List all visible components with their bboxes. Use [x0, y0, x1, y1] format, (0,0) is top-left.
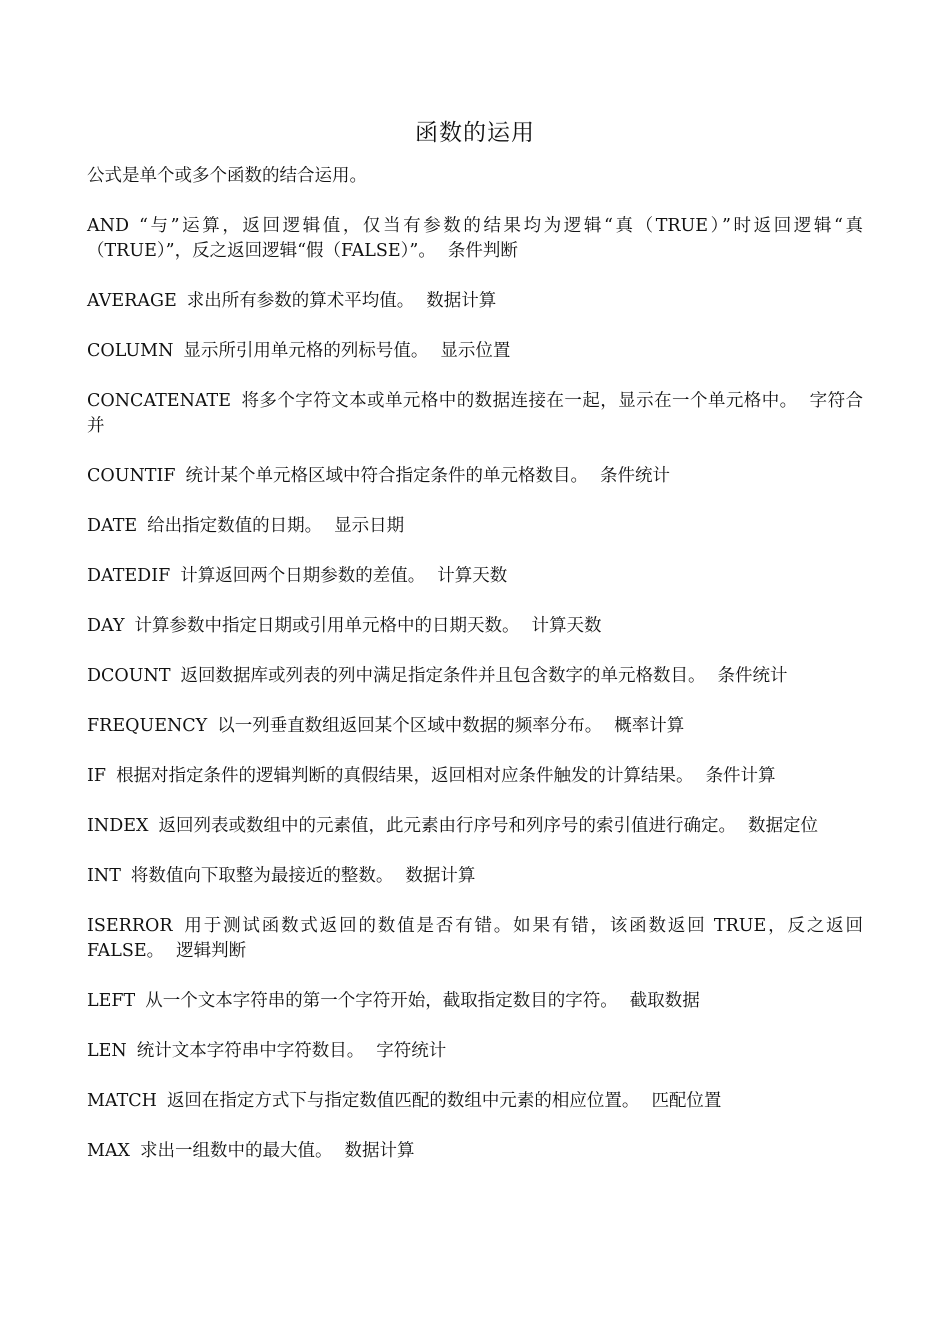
function-name: DAY — [87, 616, 125, 636]
function-name: CONCATENATE — [87, 391, 232, 411]
function-category: 数据计算 — [344, 1141, 415, 1161]
function-description: 计算返回两个日期参数的差值。 — [180, 566, 426, 586]
function-name: DCOUNT — [87, 666, 171, 686]
function-category: 条件计算 — [705, 766, 776, 786]
function-description: 统计某个单元格区域中符合指定条件的单元格数目。 — [185, 466, 589, 486]
function-description: 返回在指定方式下与指定数值匹配的数组中元素的相应位置。 — [166, 1091, 640, 1111]
function-name: MAX — [87, 1141, 131, 1161]
function-description: 用于测试函数式返回的数值是否有错。如果有错，该函数返回 TRUE，反之返回FALSE。 — [87, 916, 863, 961]
function-category: 数据计算 — [405, 866, 476, 886]
function-entry-if — [87, 764, 863, 789]
function-entry-len — [87, 1039, 863, 1064]
function-category: 匹配位置 — [651, 1091, 722, 1111]
function-description: 将多个字符文本或单元格中的数据连接在一起，显示在一个单元格中。 — [241, 391, 798, 411]
function-entry-countif — [87, 464, 863, 489]
function-entry-average — [87, 289, 863, 314]
function-category: 数据计算 — [426, 291, 497, 311]
function-entry-column — [87, 339, 863, 364]
function-description: 返回列表或数组中的元素值，此元素由行序号和列序号的索引值进行确定。 — [158, 816, 736, 836]
function-category: 显示日期 — [334, 516, 405, 536]
function-category: 条件统计 — [717, 666, 788, 686]
page-title: 函数的运用 — [415, 120, 535, 146]
function-category: 字符统计 — [376, 1041, 447, 1061]
function-entry-concatenate — [87, 389, 863, 439]
function-category: 概率计算 — [614, 716, 685, 736]
function-entry-frequency — [87, 714, 863, 739]
function-description: 求出一组数中的最大值。 — [140, 1141, 333, 1161]
function-entry-iserror — [87, 914, 863, 964]
function-name: FREQUENCY — [87, 716, 208, 736]
function-entry-match — [87, 1089, 863, 1114]
function-name: AND — [87, 216, 129, 236]
function-name: INDEX — [87, 816, 149, 836]
function-description: 求出所有参数的算术平均值。 — [186, 291, 415, 311]
intro-paragraph: 公式是单个或多个函数的结合运用。 — [87, 166, 367, 186]
function-entry-datedif — [87, 564, 863, 589]
function-description: “与”运算，返回逻辑值，仅当有参数的结果均为逻辑“真（TRUE）”时返回逻辑“真（TRUE）”，反之返回逻辑“假（FALSE）”。 — [87, 216, 863, 261]
function-category: 字符合并 — [87, 391, 864, 436]
function-name: IF — [87, 766, 107, 786]
function-entry-left — [87, 989, 863, 1014]
function-category: 计算天数 — [531, 616, 602, 636]
function-entry-int — [87, 864, 863, 889]
function-entry-index — [87, 814, 863, 839]
function-description: 给出指定数值的日期。 — [147, 516, 323, 536]
function-name: AVERAGE — [87, 291, 177, 311]
function-category: 计算天数 — [437, 566, 508, 586]
function-name: COLUMN — [87, 341, 174, 361]
function-description: 以一列垂直数组返回某个区域中数据的频率分布。 — [217, 716, 603, 736]
function-entry-and — [87, 214, 863, 264]
function-name: COUNTIF — [87, 466, 176, 486]
function-category: 截取数据 — [629, 991, 700, 1011]
function-category: 数据定位 — [748, 816, 818, 836]
function-description: 显示所引用单元格的列标号值。 — [183, 341, 429, 361]
function-name: INT — [87, 866, 121, 886]
document-body — [87, 164, 863, 1189]
function-description: 将数值向下取整为最接近的整数。 — [130, 866, 394, 886]
function-description: 计算参数中指定日期或引用单元格中的日期天数。 — [134, 616, 520, 636]
function-entry-dcount — [87, 664, 863, 689]
function-entry-date — [87, 514, 863, 539]
function-name: DATE — [87, 516, 138, 536]
function-name: ISERROR — [87, 916, 173, 936]
function-entry-day — [87, 614, 863, 639]
function-category: 逻辑判断 — [176, 941, 247, 961]
function-name: LEN — [87, 1041, 127, 1061]
function-name: MATCH — [87, 1091, 157, 1111]
function-description: 根据对指定条件的逻辑判断的真假结果，返回相对应条件触发的计算结果。 — [116, 766, 694, 786]
function-description: 统计文本字符串中字符数目。 — [136, 1041, 365, 1061]
function-category: 显示位置 — [440, 341, 511, 361]
function-description: 从一个文本字符串的第一个字符开始，截取指定数目的字符。 — [145, 991, 618, 1011]
function-name: DATEDIF — [87, 566, 171, 586]
function-entry-max — [87, 1139, 863, 1164]
function-name: LEFT — [87, 991, 136, 1011]
function-description: 返回数据库或列表的列中满足指定条件并且包含数字的单元格数目。 — [180, 666, 706, 686]
function-category: 条件统计 — [600, 466, 671, 486]
function-category: 条件判断 — [447, 241, 518, 261]
